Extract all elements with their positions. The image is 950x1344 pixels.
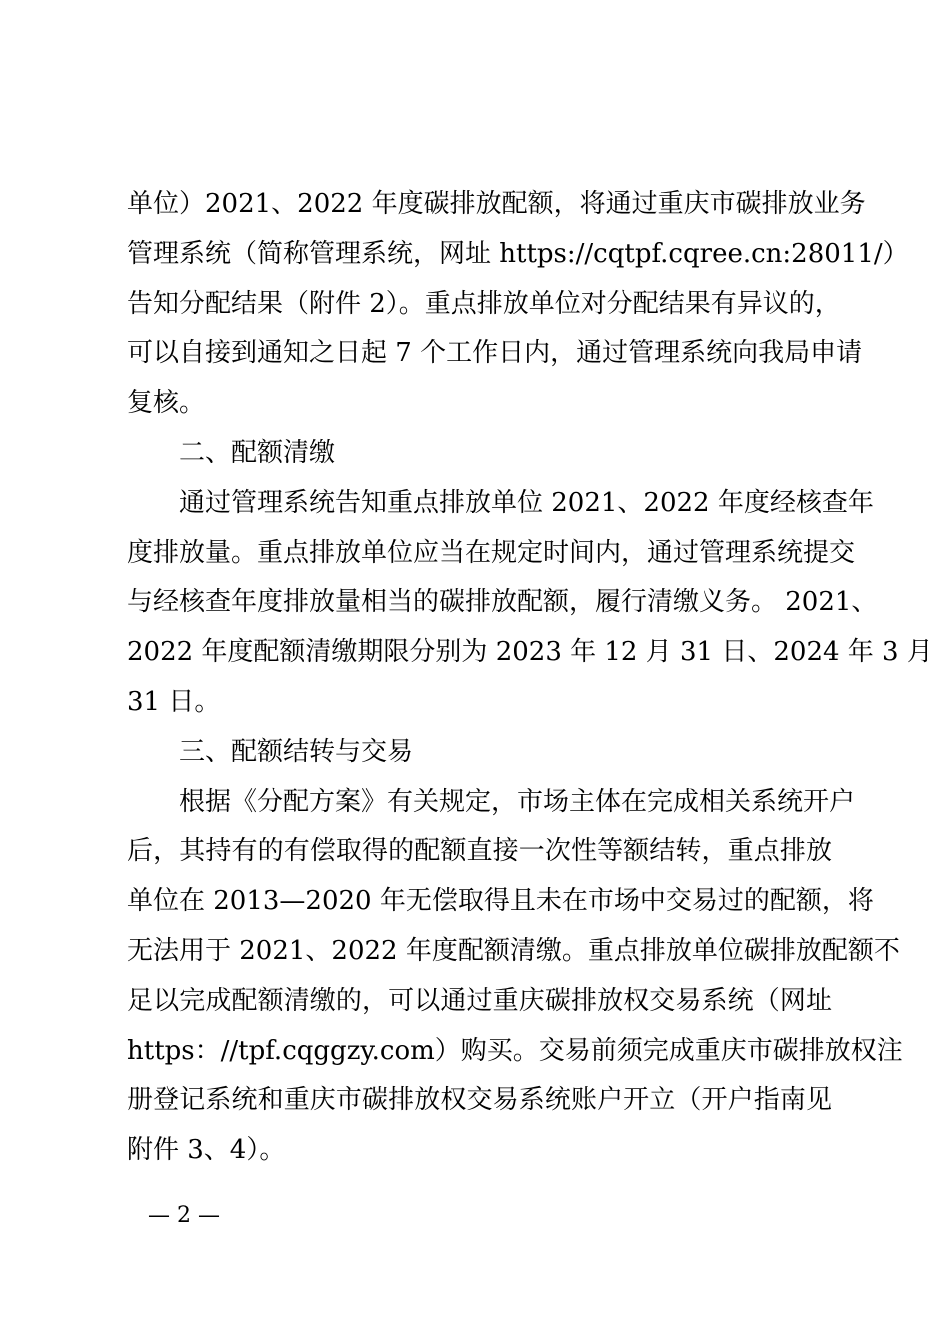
paragraph-line: 2022 年度配额清缴期限分别为 2023 年 12 月 31 日、2024 年 3 月 <box>127 637 933 668</box>
paragraph-line: 31 日。 <box>127 686 221 717</box>
paragraph-line: 册登记系统和重庆市碳排放权交易系统账户开立（开户指南见 <box>127 1085 832 1116</box>
paragraph-line: 附件 3、4）。 <box>127 1135 286 1166</box>
section-heading-quota-carryover-trading: 三、配额结转与交易 <box>179 736 414 767</box>
paragraph-line: 单位在 2013—2020 年无偿取得且未在市场中交易过的配额，将 <box>127 886 874 917</box>
paragraph-line: 通过管理系统告知重点排放单位 2021、2022 年度经核查年 <box>179 487 874 518</box>
paragraph-line: 根据《分配方案》有关规定，市场主体在完成相关系统开户 <box>179 786 856 817</box>
document-body <box>127 180 933 1176</box>
paragraph-line: 足以完成配额清缴的，可以通过重庆碳排放权交易系统（网址 <box>127 985 832 1016</box>
page-number: — 2 — <box>148 1203 220 1228</box>
paragraph-line: 后，其持有的有偿取得的配额直接一次性等额结转，重点排放 <box>127 836 832 867</box>
paragraph-line: https：//tpf.cqggzy.com）购买。交易前须完成重庆市碳排放权注 <box>127 1035 903 1066</box>
paragraph-line: 告知分配结果（附件 2）。重点排放单位对分配结果有异议的， <box>127 288 841 319</box>
paragraph-line: 无法用于 2021、2022 年度配额清缴。重点排放单位碳排放配额不 <box>127 935 900 966</box>
paragraph-line: 单位）2021、2022 年度碳排放配额，将通过重庆市碳排放业务 <box>127 189 866 219</box>
paragraph-line: 与经核查年度排放量相当的碳排放配额，履行清缴义务。 2021、 <box>127 587 878 618</box>
paragraph-line: 度排放量。重点排放单位应当在规定时间内，通过管理系统提交 <box>127 537 856 568</box>
section-heading-quota-clearance: 二、配额清缴 <box>179 437 336 468</box>
paragraph-line: 可以自接到通知之日起 7 个工作日内，通过管理系统向我局申请 <box>127 338 863 369</box>
paragraph-line: 管理系统（简称管理系统，网址 https://cqtpf.cqree.cn:28011/） <box>127 238 909 269</box>
paragraph-line: 复核。 <box>127 388 206 419</box>
